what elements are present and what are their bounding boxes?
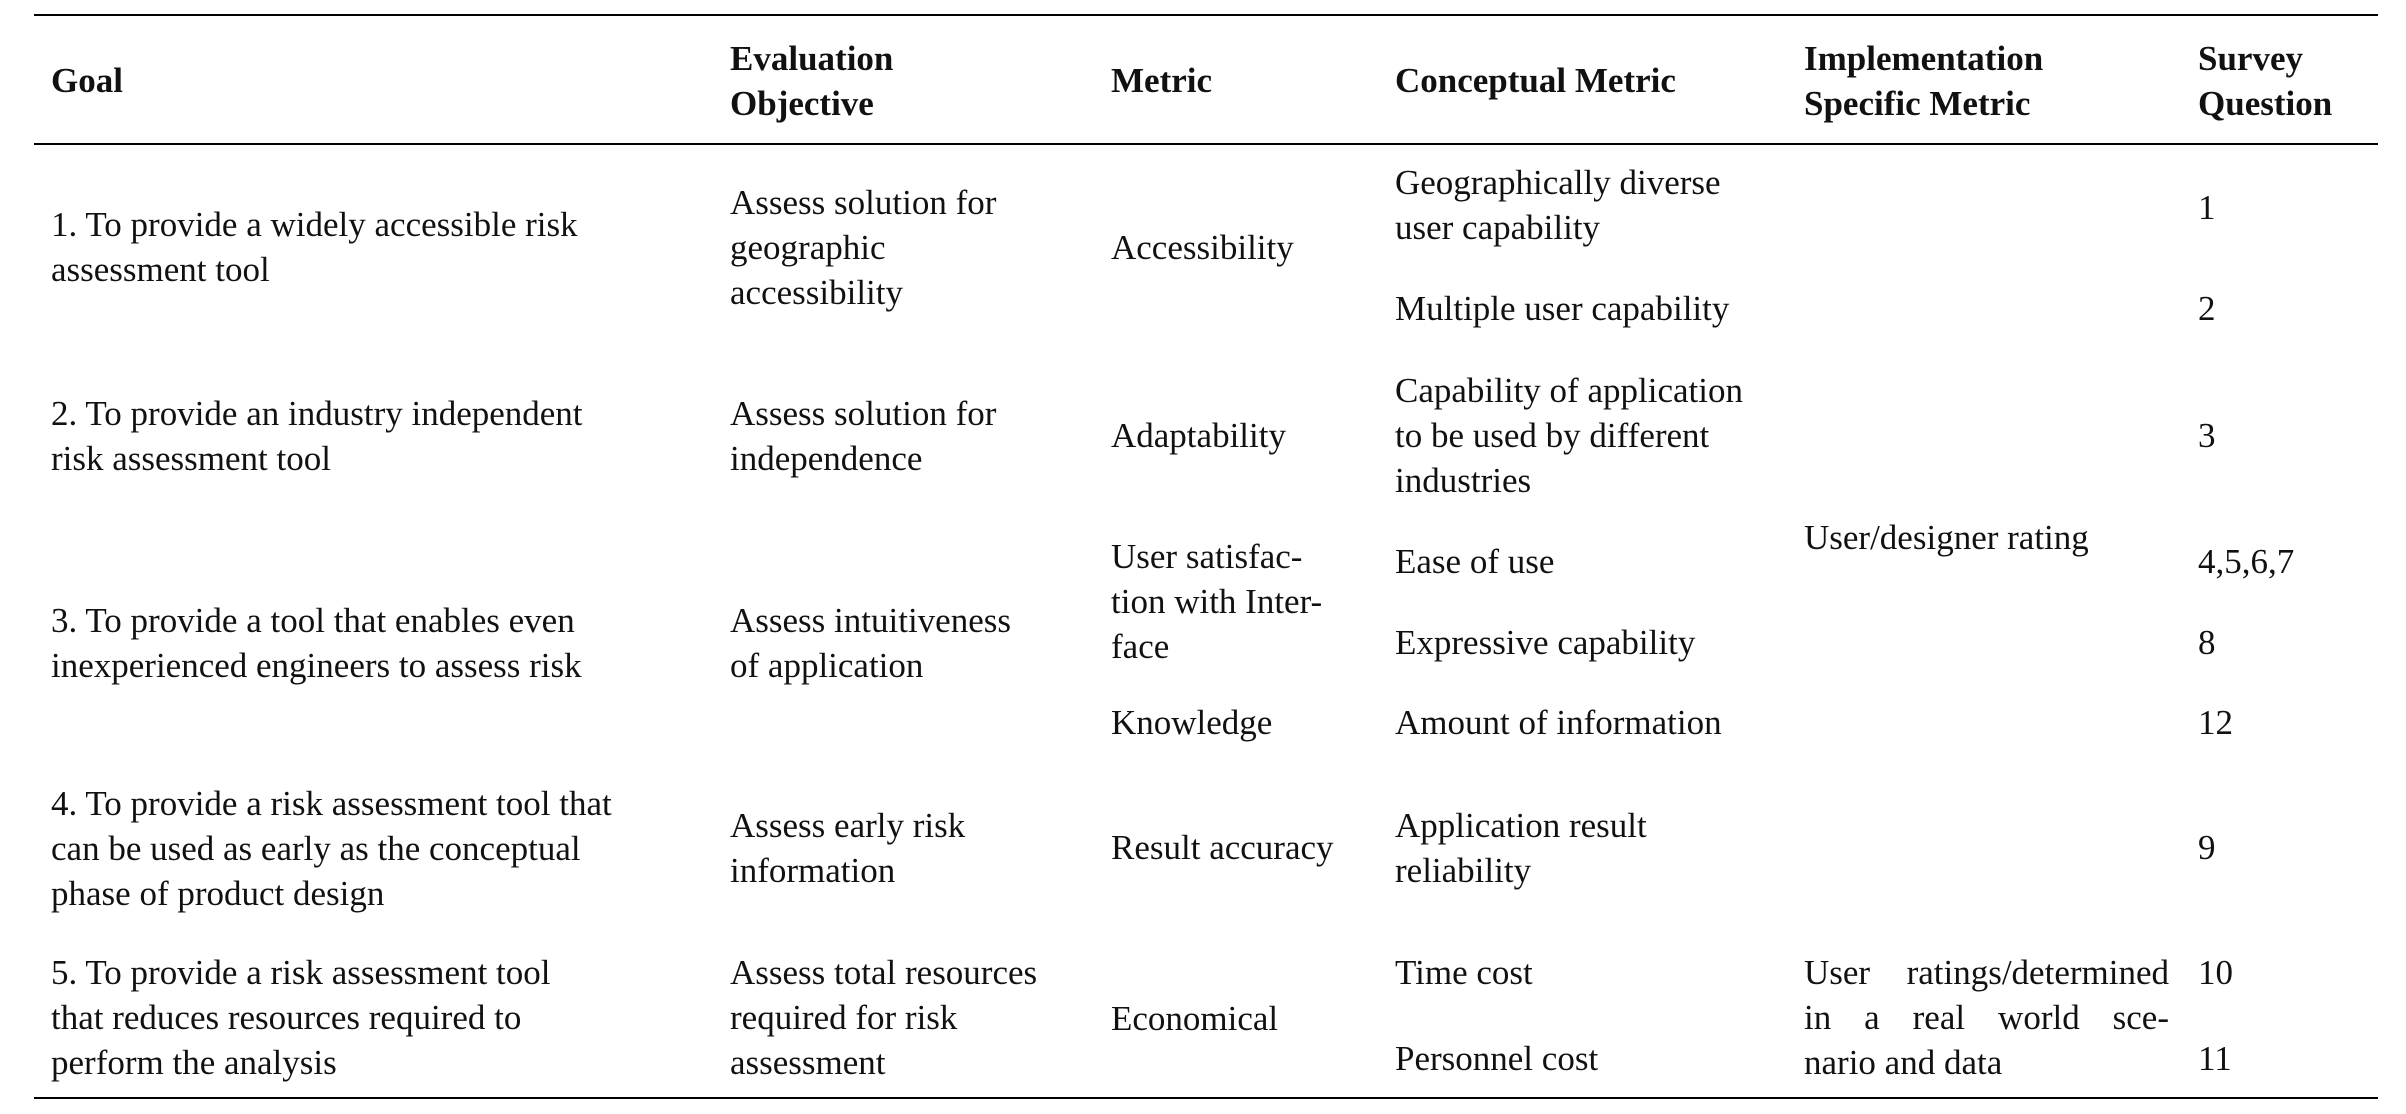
text-line: assessment bbox=[730, 1043, 886, 1082]
header-evaluation-objective bbox=[730, 36, 893, 126]
implementation-cell bbox=[1804, 950, 2169, 1085]
goal-cell bbox=[51, 781, 612, 916]
text-line: Personnel cost bbox=[1395, 1039, 1599, 1078]
header-implementation-metric bbox=[1804, 36, 2043, 126]
survey-question-cell: 11 bbox=[2198, 1039, 2232, 1078]
text-line: Result accuracy bbox=[1111, 828, 1334, 867]
text-line: Adaptability bbox=[1111, 416, 1286, 455]
text-line: in a real world sce- bbox=[1804, 998, 2169, 1037]
text-line: Ease of use bbox=[1395, 542, 1555, 581]
header-goal: Goal bbox=[51, 61, 123, 100]
text-line: geographic bbox=[730, 228, 886, 267]
text-line: Assess intuitiveness bbox=[730, 601, 1011, 640]
text-line: Capability of application bbox=[1395, 371, 1743, 410]
survey-question-cell: 1 bbox=[2198, 188, 2216, 227]
text-line: can be used as early as the conceptual bbox=[51, 829, 581, 868]
conceptual-cell bbox=[1395, 700, 1722, 745]
goal-cell bbox=[51, 202, 578, 292]
text-line: Accessibility bbox=[1111, 228, 1294, 267]
text-line: Expressive capability bbox=[1395, 623, 1696, 662]
text-line: 1. To provide a widely accessible risk bbox=[51, 205, 578, 244]
objective-cell bbox=[730, 803, 965, 893]
text-line: independence bbox=[730, 439, 923, 478]
text-line: Time cost bbox=[1395, 953, 1533, 992]
text-line: reliability bbox=[1395, 851, 1532, 890]
text-line: Assess total resources bbox=[730, 953, 1038, 992]
text-line: 2. To provide an industry independent bbox=[51, 394, 583, 433]
objective-cell bbox=[730, 598, 1011, 688]
table-bottom-rule bbox=[34, 1097, 2378, 1099]
header-line: Evaluation bbox=[730, 39, 894, 78]
text-line: User ratings/determined bbox=[1804, 953, 2169, 992]
header-line: Specific Metric bbox=[1804, 84, 2031, 123]
text-line: perform the analysis bbox=[51, 1043, 337, 1082]
conceptual-cell bbox=[1395, 286, 1729, 331]
goal-cell bbox=[51, 950, 551, 1085]
metric-cell bbox=[1111, 413, 1286, 458]
text-line: Assess early risk bbox=[730, 806, 966, 845]
text-line: to be used by different bbox=[1395, 416, 1710, 455]
text-line: 5. To provide a risk assessment tool bbox=[51, 953, 551, 992]
header-survey-question bbox=[2198, 36, 2332, 126]
header-line: Objective bbox=[730, 84, 874, 123]
text-line: user capability bbox=[1395, 208, 1601, 247]
text-line: Multiple user capability bbox=[1395, 289, 1730, 328]
text-line: that reduces resources required to bbox=[51, 998, 522, 1037]
text-line: User/designer rating bbox=[1804, 518, 2089, 557]
objective-cell bbox=[730, 950, 1037, 1085]
objective-cell bbox=[730, 391, 996, 481]
survey-question-cell: 12 bbox=[2198, 703, 2233, 742]
survey-question-cell: 10 bbox=[2198, 953, 2233, 992]
implementation-cell bbox=[1804, 515, 2089, 560]
metric-cell bbox=[1111, 225, 1294, 270]
text-line: inexperienced engineers to assess risk bbox=[51, 646, 582, 685]
table-top-rule bbox=[34, 14, 2378, 16]
survey-question-cell: 9 bbox=[2198, 828, 2216, 867]
conceptual-cell bbox=[1395, 803, 1647, 893]
text-line: industries bbox=[1395, 461, 1532, 500]
text-line: Assess solution for bbox=[730, 394, 997, 433]
header-metric: Metric bbox=[1111, 61, 1213, 100]
conceptual-cell bbox=[1395, 160, 1721, 250]
metric-cell bbox=[1111, 996, 1278, 1041]
text-line: Amount of information bbox=[1395, 703, 1722, 742]
text-line: phase of product design bbox=[51, 874, 385, 913]
text-line: accessibility bbox=[730, 273, 904, 312]
conceptual-cell bbox=[1395, 950, 1533, 995]
survey-question-cell: 4,5,6,7 bbox=[2198, 542, 2295, 581]
metric-cell bbox=[1111, 700, 1272, 745]
survey-question-cell: 8 bbox=[2198, 623, 2216, 662]
text-line: 4. To provide a risk assessment tool that bbox=[51, 784, 612, 823]
metric-cell bbox=[1111, 825, 1334, 870]
survey-question-cell: 2 bbox=[2198, 289, 2216, 328]
text-line: Application result bbox=[1395, 806, 1647, 845]
text-line: 3. To provide a tool that enables even bbox=[51, 601, 575, 640]
text-line: tion with Inter- bbox=[1111, 582, 1323, 621]
header-line: Survey bbox=[2198, 39, 2303, 78]
text-line: risk assessment tool bbox=[51, 439, 331, 478]
header-line: Implementation bbox=[1804, 39, 2044, 78]
conceptual-cell bbox=[1395, 539, 1554, 584]
text-line: face bbox=[1111, 627, 1170, 666]
text-line: User satisfac- bbox=[1111, 537, 1303, 576]
text-line: Economical bbox=[1111, 999, 1279, 1038]
conceptual-cell bbox=[1395, 368, 1743, 503]
metric-cell bbox=[1111, 534, 1322, 669]
header-conceptual-metric: Conceptual Metric bbox=[1395, 61, 1676, 100]
text-line: assessment tool bbox=[51, 250, 270, 289]
conceptual-cell bbox=[1395, 1036, 1598, 1081]
text-line: nario and data bbox=[1804, 1043, 2003, 1082]
text-line: Geographically diverse bbox=[1395, 163, 1721, 202]
goal-cell bbox=[51, 391, 583, 481]
header-line: Question bbox=[2198, 84, 2333, 123]
goal-cell bbox=[51, 598, 582, 688]
text-line: required for risk bbox=[730, 998, 958, 1037]
text-line: Assess solution for bbox=[730, 183, 997, 222]
text-line: information bbox=[730, 851, 896, 890]
text-line: of application bbox=[730, 646, 924, 685]
objective-cell bbox=[730, 180, 996, 315]
conceptual-cell bbox=[1395, 620, 1695, 665]
text-line: Knowledge bbox=[1111, 703, 1273, 742]
table-header-rule bbox=[34, 143, 2378, 145]
survey-question-cell: 3 bbox=[2198, 416, 2216, 455]
